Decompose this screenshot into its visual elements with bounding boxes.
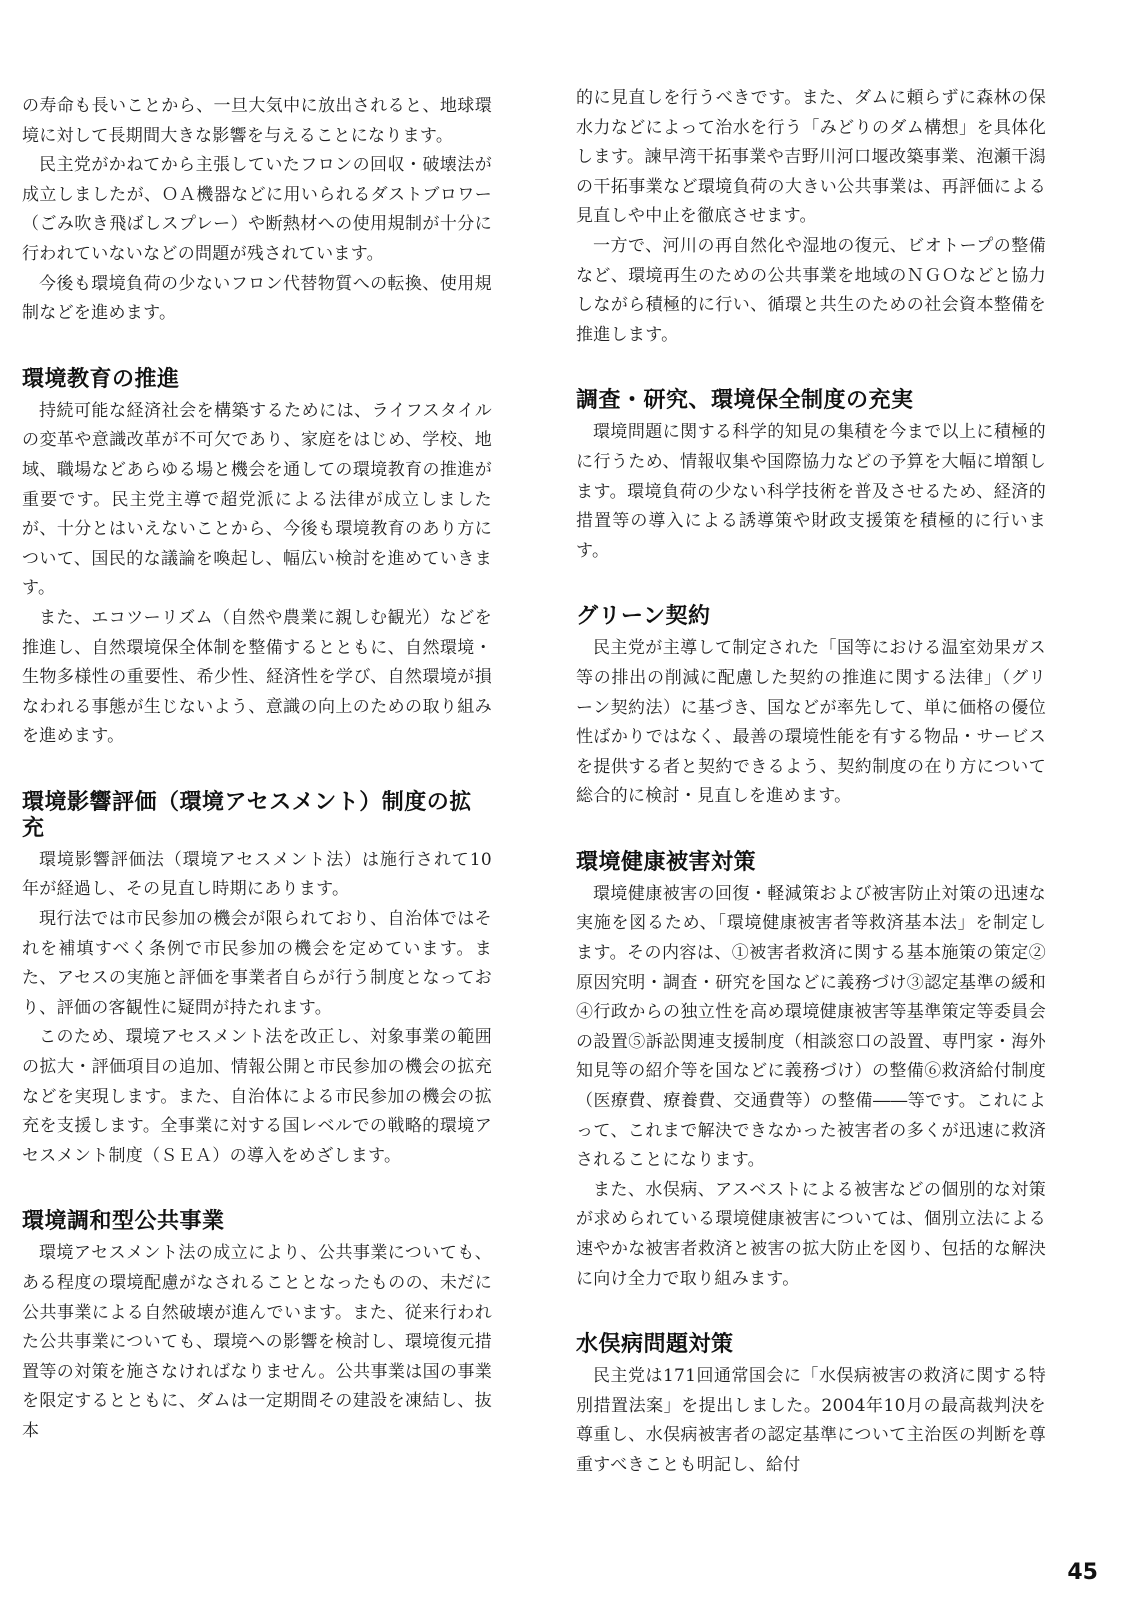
paragraph: の寿命も長いことから、一旦大気中に放出されると、地球環境に対して長期間大きな影響を与えることになります。 — [22, 96, 492, 146]
paragraph: 環境問題に関する科学的知見の集積を今まで以上に積極的に行うため、情報収集や国際協力などの予算を大幅に増額します。環境負荷の少ない科学技術を普及させるため、経済的措置等の導入による誘導策や財政支援策を積極的に行います。 — [576, 422, 1046, 561]
paragraph: また、エコツーリズム（自然や農業に親しむ観光）などを推進し、自然環境保全体制を整備するとともに、自然環境・生物多様性の重要性、希少性、経済性を学び、自然環境が損なわれる事態が生じないよう、意識の向上のための取り組みを進めます。 — [22, 607, 492, 747]
paragraph: 環境アセスメント法の成立により、公共事業についても、ある程度の環境配慮がなされることとなったものの、未だに公共事業による自然破壊が進んでいます。また、従来行われた公共事業についても、環境への影響を検討し、環境復元措置等の対策を施さなければなりません。公共事業は国の事業を限定するとともに、ダムは一定期間その建設を凍結し、抜本 — [22, 1243, 492, 1441]
section-green-contract — [576, 604, 1046, 812]
paragraph: 環境健康被害の回復・軽減策および被害防止対策の迅速な実施を図るため、「環境健康被害者等救済基本法」を制定します。その内容は、①被害者救済に関する基本施策の策定②原因究明・調査・研究を国などに義務づけ③認定基準の緩和④行政からの独立性を高め環境健康被害等基準策定等委員会の設置⑤訴訟関連支援制度（相談窓口の設置、専門家・海外知見等の紹介等を国などに義務づけ）の整備⑥救済給付制度（医療費、療養費、交通費等）の整備――等です。これによって、これまで解決できなかった被害者の多くが迅速に救済されることになります。 — [576, 883, 1046, 1171]
paragraph: 一方で、河川の再自然化や湿地の復元、ビオトープの整備など、環境再生のための公共事業を地域のＮＧＯなどと協力しながら積極的に行い、循環と共生のための社会資本整備を推進します。 — [576, 235, 1046, 345]
section-public-works — [22, 1209, 492, 1446]
section-minamata — [576, 1332, 1046, 1480]
paragraph: このため、環境アセスメント法を改正し、対象事業の範囲の拡大・評価項目の追加、情報公開と市民参加の機会の拡充などを実現します。また、自治体による市民参加の機会の拡充を支援します。全事業に対する国レベルでの戦略的環境アセスメント制度（ＳＥＡ）の導入をめざします。 — [22, 1027, 492, 1166]
page-number: 45 — [1067, 1560, 1098, 1585]
section-heading: 環境調和型公共事業 — [22, 1209, 225, 1235]
section-research — [576, 388, 1046, 566]
intro-section — [22, 92, 492, 329]
right-column — [576, 84, 1046, 1481]
paragraph: 的に見直しを行うべきです。また、ダムに頼らずに森林の保水力などによって治水を行う「みどりのダム構想」を具体化します。諫早湾干拓事業や吉野川河口堰改築事業、泡瀬干潟の干拓事業など環境負荷の大きい公共事業は、再評価による見直しや中止を徹底させます。 — [576, 88, 1046, 227]
left-column — [22, 92, 492, 1447]
section-health-damage — [576, 850, 1046, 1294]
continued-section — [576, 84, 1046, 350]
paragraph: 持続可能な経済社会を構築するためには、ライフスタイルの変革や意識改革が不可欠であり、家庭をはじめ、学校、地域、職場などあらゆる場と機会を通しての環境教育の推進が重要です。民主党主導で超党派による法律が成立しましたが、十分とはいえないことから、今後も環境教育のあり方について、国民的な議論を喚起し、幅広い検討を進めていきます。 — [22, 400, 492, 599]
section-heading: 調査・研究、環境保全制度の充実 — [576, 388, 914, 414]
paragraph: 現行法では市民参加の機会が限られており、自治体ではそれを補填すべく条例で市民参加の機会を定めています。また、アセスの実施と評価を事業者自らが行う制度となっており、評価の客観性に疑問が持たれます。 — [22, 909, 492, 1018]
paragraph: 今後も環境負荷の少ないフロン代替物質への転換、使用規制などを進めます。 — [22, 273, 492, 324]
section-heading: 環境健康被害対策 — [576, 849, 757, 875]
paragraph: 民主党がかねてから主張していたフロンの回収・破壊法が成立しましたが、ＯＡ機器などに用いられるダストブロワー（ごみ吹き飛ばしスプレー）や断熱材への使用規制が十分に行われていないなどの問題が残されています。 — [22, 155, 492, 264]
paragraph: また、水俣病、アスベストによる被害などの個別的な対策が求められている環境健康被害については、個別立法による速やかな被害者救済と被害の拡大防止を図り、包括的な解決に向け全力で取り組みます。 — [576, 1179, 1046, 1289]
paragraph: 環境影響評価法（環境アセスメント法）は施行されて10年が経過し、その見直し時期にあります。 — [22, 849, 492, 900]
section-environmental-assessment — [22, 790, 492, 1172]
paragraph: 民主党が主導して制定された「国等における温室効果ガス等の排出の削減に配慮した契約の推進に関する法律」（グリーン契約法）に基づき、国などが率先して、単に価格の優位性ばかりではなく、最善の環境性能を有する物品・サービスを提供する者と契約できるよう、契約制度の在り方について総合的に検討・見直しを進めます。 — [576, 638, 1046, 807]
section-environmental-education — [22, 367, 492, 752]
section-heading: 環境影響評価（環境アセスメント）制度の拡充 — [22, 789, 472, 841]
section-heading: グリーン契約 — [576, 604, 711, 630]
section-heading: 水俣病問題対策 — [576, 1332, 734, 1358]
section-heading: 環境教育の推進 — [22, 366, 180, 392]
paragraph: 民主党は171回通常国会に「水俣病被害の救済に関する特別措置法案」を提出しました。2004年10月の最高裁判決を尊重し、水俣病被害者の認定基準について主治医の判断を尊重すべきことも明記し、給付 — [576, 1366, 1046, 1475]
